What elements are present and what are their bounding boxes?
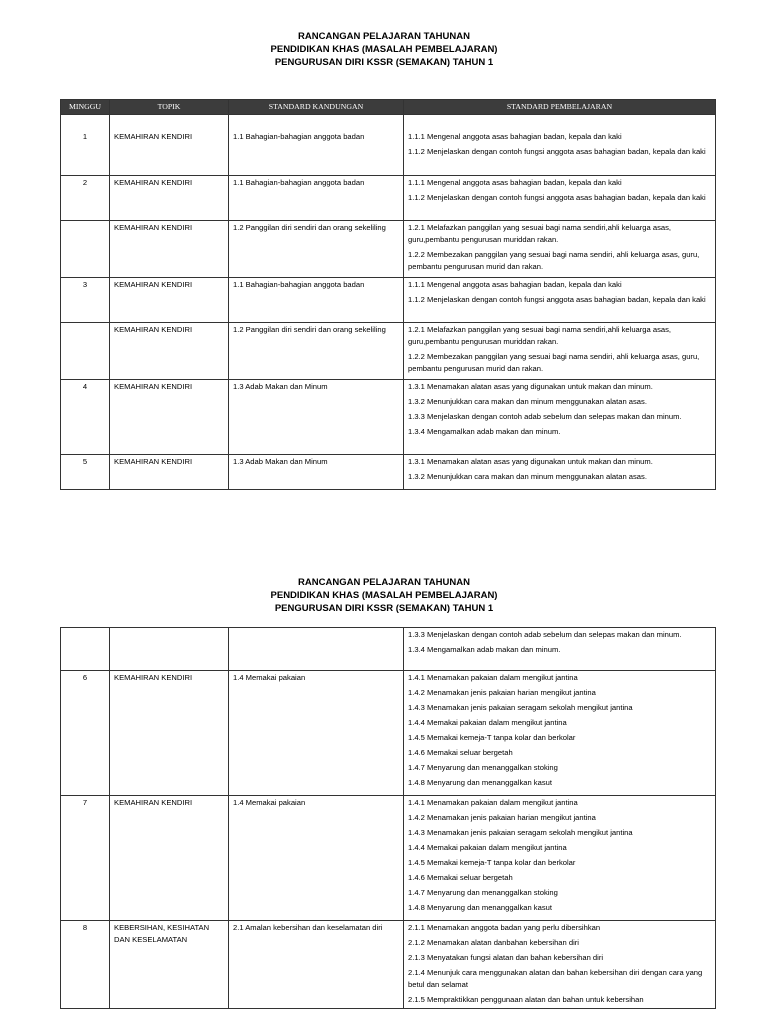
topik-cell: KEMAHIRAN KENDIRI	[110, 115, 229, 176]
learning-standard-item: 1.4.7 Menyarung dan menanggalkan stoking	[408, 763, 558, 772]
table-row	[61, 671, 716, 796]
table-row	[61, 221, 716, 278]
standard-pembelajaran-cell	[404, 115, 716, 176]
standard-pembelajaran-cell	[404, 455, 716, 490]
header-minggu: MINGGU	[61, 100, 110, 115]
topik-cell: KEMAHIRAN KENDIRI	[110, 176, 229, 221]
standard-kandungan-cell: 2.1 Amalan kebersihan dan keselamatan diri	[229, 921, 404, 1009]
standard-kandungan-cell: 1.1 Bahagian-bahagian anggota badan	[229, 115, 404, 176]
learning-standard-item: 1.1.2 Menjelaskan dengan contoh fungsi anggota asas bahagian badan, kepala dan kaki	[408, 193, 706, 202]
learning-standard-item: 1.2.2 Membezakan panggilan yang sesuai bagi nama sendiri, ahli keluarga asas, guru, pembantu pengurusan murid dan rakan.	[408, 250, 700, 271]
learning-standard-item: 1.4.1 Menamakan pakaian dalam mengikut jantina	[408, 673, 578, 682]
minggu-cell: 3	[61, 278, 110, 323]
standard-pembelajaran-cell	[404, 380, 716, 455]
minggu-cell: 6	[61, 671, 110, 796]
learning-standard-item: 1.4.4 Memakai pakaian dalam mengikut jantina	[408, 718, 567, 727]
minggu-cell: 4	[61, 380, 110, 455]
learning-standard-item: 1.3.3 Menjelaskan dengan contoh adab sebelum dan selepas makan dan minum.	[408, 412, 682, 421]
standard-kandungan-cell: 1.3 Adab Makan dan Minum	[229, 380, 404, 455]
title-line: RANCANGAN PELAJARAN TAHUNAN	[298, 577, 470, 588]
table-row	[61, 380, 716, 455]
topik-cell: KEMAHIRAN KENDIRI	[110, 455, 229, 490]
standard-kandungan-cell: 1.4 Memakai pakaian	[229, 796, 404, 921]
table-row	[61, 921, 716, 1009]
minggu-cell	[61, 221, 110, 278]
table-header-row	[61, 100, 716, 115]
learning-standard-item: 1.1.1 Mengenal anggota asas bahagian badan, kepala dan kaki	[408, 178, 622, 187]
page-2-title	[0, 576, 768, 615]
learning-standard-item: 2.1.1 Menamakan anggota badan yang perlu dibersihkan	[408, 923, 601, 932]
learning-standard-item: 1.4.2 Menamakan jenis pakaian harian mengikut jantina	[408, 688, 596, 697]
table-row	[61, 176, 716, 221]
minggu-cell: 1	[61, 115, 110, 176]
learning-standard-item: 1.3.1 Menamakan alatan asas yang digunakan untuk makan dan minum.	[408, 382, 653, 391]
standard-kandungan-cell	[229, 628, 404, 671]
standard-pembelajaran-cell	[404, 176, 716, 221]
table-row	[61, 628, 716, 671]
minggu-cell: 8	[61, 921, 110, 1009]
minggu-cell	[61, 323, 110, 380]
learning-standard-item: 1.4.5 Memakai kemeja-T tanpa kolar dan berkolar	[408, 733, 576, 742]
learning-standard-item: 2.1.3 Menyatakan fungsi alatan dan bahan kebersihan diri	[408, 953, 604, 962]
minggu-cell: 2	[61, 176, 110, 221]
topik-cell: KEMAHIRAN KENDIRI	[110, 671, 229, 796]
minggu-cell: 5	[61, 455, 110, 490]
learning-standard-item: 1.4.6 Memakai seluar bergetah	[408, 748, 513, 757]
learning-standard-item: 1.4.8 Menyarung dan menanggalkan kasut	[408, 778, 552, 787]
learning-standard-item: 1.4.3 Menamakan jenis pakaian seragam sekolah mengikut jantina	[408, 828, 633, 837]
learning-standard-item: 2.1.5 Mempraktikkan penggunaan alatan dan bahan untuk kebersihan	[408, 995, 644, 1004]
learning-standard-item: 1.1.1 Mengenal anggota asas bahagian badan, kepala dan kaki	[408, 132, 622, 141]
learning-standard-item: 1.4.6 Memakai seluar bergetah	[408, 873, 513, 882]
learning-standard-item: 1.4.2 Menamakan jenis pakaian harian mengikut jantina	[408, 813, 596, 822]
learning-standard-item: 1.3.4 Mengamalkan adab makan dan minum.	[408, 427, 561, 436]
learning-standard-item: 1.1.2 Menjelaskan dengan contoh fungsi anggota asas bahagian badan, kepala dan kaki	[408, 147, 706, 156]
table-row	[61, 323, 716, 380]
learning-standard-item: 1.4.4 Memakai pakaian dalam mengikut jantina	[408, 843, 567, 852]
learning-standard-item: 1.4.1 Menamakan pakaian dalam mengikut jantina	[408, 798, 578, 807]
learning-standard-item: 1.1.2 Menjelaskan dengan contoh fungsi anggota asas bahagian badan, kepala dan kaki	[408, 295, 706, 304]
header-standard-kandungan: STANDARD KANDUNGAN	[229, 100, 404, 115]
minggu-cell: 7	[61, 796, 110, 921]
learning-standard-item: 1.3.4 Mengamalkan adab makan dan minum.	[408, 645, 561, 654]
learning-standard-item: 1.3.2 Menunjukkan cara makan dan minum menggunakan alatan asas.	[408, 397, 647, 406]
learning-standard-item: 1.4.7 Menyarung dan menanggalkan stoking	[408, 888, 558, 897]
topik-cell: KEMAHIRAN KENDIRI	[110, 796, 229, 921]
title-line: PENGURUSAN DIRI KSSR (SEMAKAN) TAHUN 1	[274, 57, 494, 68]
topik-cell: KEMAHIRAN KENDIRI	[110, 278, 229, 323]
learning-standard-item: 1.3.2 Menunjukkan cara makan dan minum menggunakan alatan asas.	[408, 472, 647, 481]
standard-pembelajaran-cell	[404, 323, 716, 380]
topik-cell: KEMAHIRAN KENDIRI	[110, 323, 229, 380]
minggu-cell	[61, 628, 110, 671]
table-row	[61, 278, 716, 323]
learning-standard-item: 2.1.2 Menamakan alatan danbahan kebersihan diri	[408, 938, 579, 947]
standard-kandungan-cell: 1.1 Bahagian-bahagian anggota badan	[229, 176, 404, 221]
topik-cell	[110, 628, 229, 671]
learning-standard-item: 1.1.1 Mengenal anggota asas bahagian badan, kepala dan kaki	[408, 280, 622, 289]
plan-table-1	[60, 99, 716, 490]
standard-kandungan-cell: 1.3 Adab Makan dan Minum	[229, 455, 404, 490]
learning-standard-item: 1.4.8 Menyarung dan menanggalkan kasut	[408, 903, 552, 912]
table-row	[61, 455, 716, 490]
standard-kandungan-cell: 1.1 Bahagian-bahagian anggota badan	[229, 278, 404, 323]
header-topik: TOPIK	[110, 100, 229, 115]
title-line: PENDIDIKAN KHAS (MASALAH PEMBELAJARAN)	[270, 44, 498, 55]
standard-kandungan-cell: 1.2 Panggilan diri sendiri dan orang sekeliling	[229, 323, 404, 380]
standard-pembelajaran-cell	[404, 921, 716, 1009]
topik-cell: KEMAHIRAN KENDIRI	[110, 380, 229, 455]
standard-pembelajaran-cell	[404, 278, 716, 323]
plan-table-2	[60, 627, 716, 1009]
standard-pembelajaran-cell	[404, 671, 716, 796]
topik-cell: KEBERSIHAN, KESIHATAN DAN KESELAMATAN	[110, 921, 229, 1009]
topik-cell: KEMAHIRAN KENDIRI	[110, 221, 229, 278]
standard-pembelajaran-cell	[404, 628, 716, 671]
standard-pembelajaran-cell	[404, 221, 716, 278]
learning-standard-item: 1.4.5 Memakai kemeja-T tanpa kolar dan berkolar	[408, 858, 576, 867]
learning-standard-item: 1.3.1 Menamakan alatan asas yang digunakan untuk makan dan minum.	[408, 457, 653, 466]
title-line: PENDIDIKAN KHAS (MASALAH PEMBELAJARAN)	[270, 590, 498, 601]
standard-kandungan-cell: 1.2 Panggilan diri sendiri dan orang sekeliling	[229, 221, 404, 278]
learning-standard-item: 1.2.1 Melafazkan panggilan yang sesuai bagi nama sendiri,ahli keluarga asas, guru,pembantu pengurusan muriddan rakan.	[408, 223, 671, 244]
table-row	[61, 115, 716, 176]
learning-standard-item: 1.2.1 Melafazkan panggilan yang sesuai bagi nama sendiri,ahli keluarga asas, guru,pembantu pengurusan muriddan rakan.	[408, 325, 671, 346]
page-1-title	[0, 30, 768, 69]
header-standard-pembelajaran: STANDARD PEMBELAJARAN	[404, 100, 716, 115]
learning-standard-item: 1.2.2 Membezakan panggilan yang sesuai bagi nama sendiri, ahli keluarga asas, guru, pembantu pengurusan murid dan rakan.	[408, 352, 700, 373]
learning-standard-item: 1.4.3 Menamakan jenis pakaian seragam sekolah mengikut jantina	[408, 703, 633, 712]
table-row	[61, 796, 716, 921]
title-line: PENGURUSAN DIRI KSSR (SEMAKAN) TAHUN 1	[274, 603, 494, 614]
title-line: RANCANGAN PELAJARAN TAHUNAN	[298, 31, 470, 42]
learning-standard-item: 2.1.4 Menunjuk cara menggunakan alatan dan bahan kebersihan diri dengan cara yang betul dan selamat	[408, 968, 703, 989]
standard-kandungan-cell: 1.4 Memakai pakaian	[229, 671, 404, 796]
standard-pembelajaran-cell	[404, 796, 716, 921]
learning-standard-item: 1.3.3 Menjelaskan dengan contoh adab sebelum dan selepas makan dan minum.	[408, 630, 682, 639]
